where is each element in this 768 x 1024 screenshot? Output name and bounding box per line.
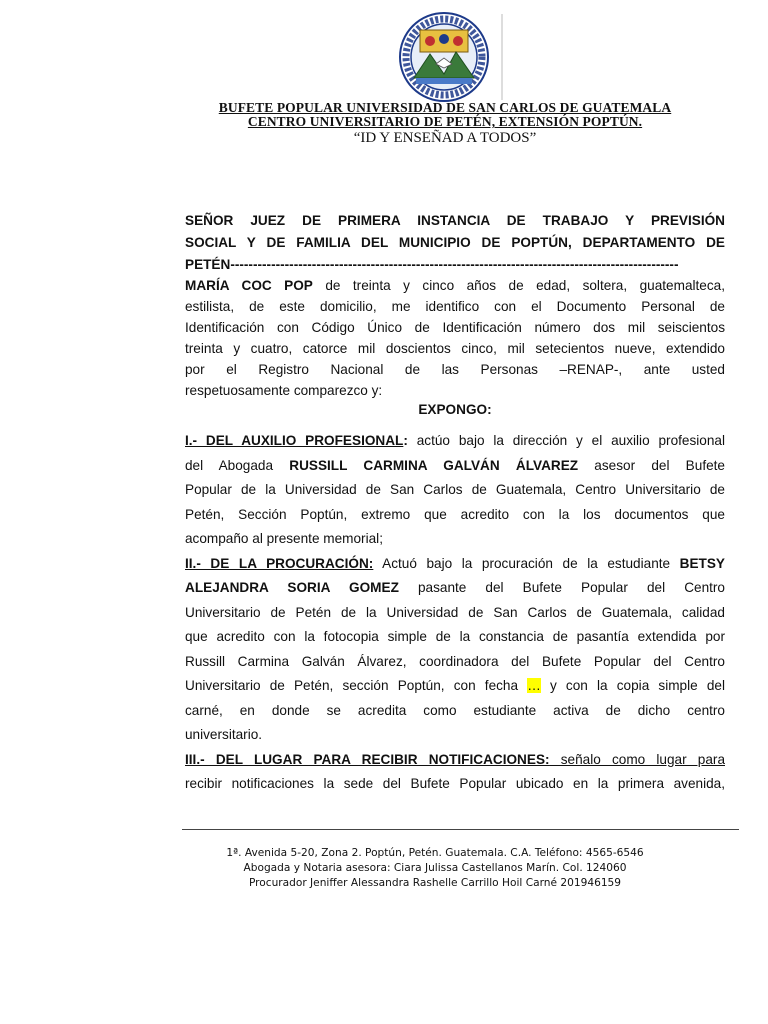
addressee-paragraph xyxy=(185,210,725,276)
footer-address: 1ª. Avenida 5-20, Zona 2. Poptún, Petén. Guatemala. C.A. Teléfono: 4565-6546 xyxy=(226,847,644,859)
university-seal xyxy=(386,12,504,102)
text-line: I.- DEL AUXILIO PROFESIONAL: actúo bajo la dirección y el auxilio profesional xyxy=(185,433,725,448)
text-line: MARÍA COC POP de treinta y cinco años de edad, soltera, guatemalteca, xyxy=(185,278,725,293)
footer xyxy=(150,846,720,891)
footer-procurator: Procurador Jeniffer Alessandra Rashelle Carrillo Hoil Carné 201946159 xyxy=(248,877,622,889)
text-line: que acredito con la fotocopia simple de la constancia de pasantía extendida por xyxy=(185,629,725,644)
text-line: Russill Carmina Galván Álvarez, coordinadora del Bufete Popular del Centro xyxy=(185,653,725,669)
expongo-heading: EXPONGO: xyxy=(418,402,492,417)
text-line: Identificación con Código Único de Identificación número dos mil seiscientos xyxy=(185,320,725,335)
text-line: estilista, de este domicilio, me identifico con el Documento Personal de xyxy=(185,299,725,314)
date-placeholder-highlight: … xyxy=(527,678,541,693)
text-line: Popular de la Universidad de San Carlos de Guatemala, Centro Universitario de xyxy=(185,482,725,497)
text-line: universitario. xyxy=(185,727,263,742)
text-line: Petén, Sección Poptún, extremo que acredito con la los documentos que xyxy=(185,506,725,522)
section-title: III.- DEL LUGAR PARA RECIBIR NOTIFICACIONES: xyxy=(185,751,550,767)
section-title: I.- DEL AUXILIO PROFESIONAL xyxy=(185,433,404,448)
text-line: recibir notificaciones la sede del Bufete Popular ubicado en la primera avenida, xyxy=(185,776,725,791)
petitioner-name: MARÍA COC POP xyxy=(185,278,313,293)
text-line: III.- DEL LUGAR PARA RECIBIR NOTIFICACIONES: señalo como lugar para xyxy=(185,751,725,767)
text-line: acompaño al presente memorial; xyxy=(185,531,383,546)
text-line: del Abogada RUSSILL CARMINA GALVÁN ÁLVAREZ asesor del Bufete xyxy=(185,457,725,473)
university-seal-icon xyxy=(386,12,504,102)
text-line: treinta y cuatro, catorce mil doscientos cinco, mil setecientos nueve, extendido xyxy=(185,341,725,356)
header-motto: “ID Y ENSEÑAD A TODOS” xyxy=(353,130,537,146)
section-notificaciones xyxy=(185,748,725,797)
text-line: respetuosamente comparezco y: xyxy=(185,383,383,398)
student-name: ALEJANDRA SORIA GOMEZ xyxy=(185,580,399,595)
section-procuracion xyxy=(185,552,725,748)
footer-divider xyxy=(182,829,739,830)
text-line: PETÉN--------------------------------------------------------------------------------------------------- xyxy=(185,257,679,272)
text-line: Universitario de Petén de la Universidad de San Carlos de Guatemala, calidad xyxy=(185,604,725,620)
lawyer-name: RUSSILL CARMINA GALVÁN ÁLVAREZ xyxy=(289,457,579,473)
header-title-1: BUFETE POPULAR UNIVERSIDAD DE SAN CARLOS DE GUATEMALA xyxy=(218,100,672,115)
text-line: ALEJANDRA SORIA GOMEZ pasante del Bufete Popular del Centro xyxy=(185,580,725,595)
text-line: SEÑOR JUEZ DE PRIMERA INSTANCIA DE TRABAJO Y PREVISIÓN xyxy=(185,213,725,228)
footer-advisor: Abogada y Notaria asesora: Ciara Julissa Castellanos Marín. Col. 124060 xyxy=(243,862,627,874)
section-title: II.- DE LA PROCURACIÓN: xyxy=(185,555,374,571)
text-line: por el Registro Nacional de las Personas –RENAP-, ante usted xyxy=(185,362,725,377)
text-line: SOCIAL Y DE FAMILIA DEL MUNICIPIO DE POPTÚN, DEPARTAMENTO DE xyxy=(185,235,725,250)
section-auxilio xyxy=(185,429,725,552)
header-title-2: CENTRO UNIVERSITARIO DE PETÉN, EXTENSIÓN POPTÚN. xyxy=(247,114,643,129)
text-line: Universitario de Petén, sección Poptún, con fecha … y con la copia simple del xyxy=(185,678,725,693)
document-body xyxy=(185,210,725,797)
text-line: II.- DE LA PROCURACIÓN: Actuó bajo la procuración de la estudiante BETSY xyxy=(185,555,725,571)
text-line: carné, en donde se acredita como estudiante activa de dicho centro xyxy=(185,702,725,718)
identification-paragraph xyxy=(185,275,725,401)
